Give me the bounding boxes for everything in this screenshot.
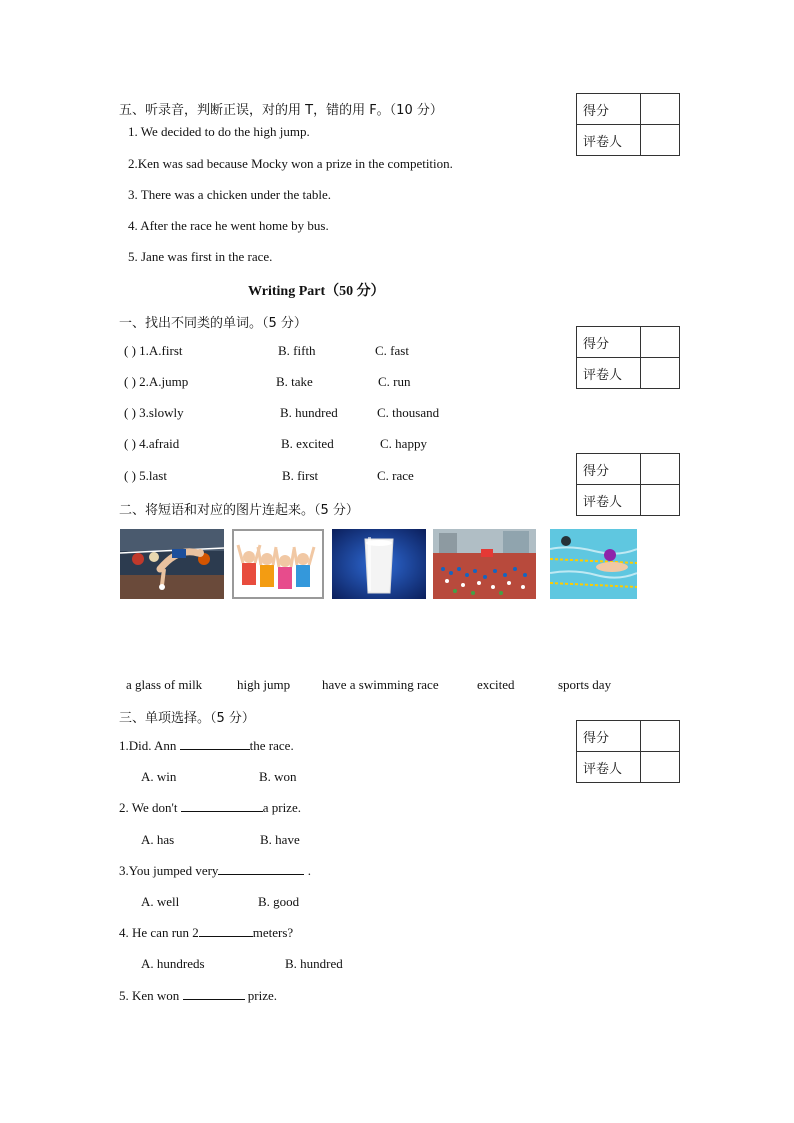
question-1-stem: 1.Did. Ann [119,738,180,753]
part2-heading: 二、将短语和对应的图片连起来。（5 分） [119,503,359,518]
phrase-excited: excited [477,677,515,692]
score-box-3 [576,453,680,516]
phrase-glass-of-milk: a glass of milk [126,677,203,692]
score-field[interactable] [641,327,680,358]
score-box-1 [576,93,680,156]
score-label: 得分 [577,94,641,125]
grader-label: 评卷人 [577,485,641,516]
section5-item-4: 4. After the race he went home by bus. [128,218,329,233]
phrase-high-jump: high jump [237,677,291,692]
q4-option-b: B. hundred [285,956,343,971]
answer-blank-2[interactable] [181,800,263,812]
q1-option-b: B. won [259,769,297,784]
part1-row1-a: ( ) 1.A.first [124,343,183,358]
q4-option-a: A. hundreds [141,956,205,971]
part1-row4-b: B. excited [281,436,334,451]
question-1 [119,738,294,754]
grader-label: 评卷人 [577,125,641,156]
q1-option-a: A. win [141,769,177,784]
question-2 [119,800,301,816]
phrase-swimming-race: have a swimming race [322,677,439,692]
part1-row5-a: ( ) 5.last [124,468,167,483]
score-label: 得分 [577,721,641,752]
part1-row3-a: ( ) 3.slowly [124,405,184,420]
grader-field[interactable] [641,358,680,389]
score-label: 得分 [577,327,641,358]
part1-row3-c: C. thousand [377,405,440,420]
part1-heading: 一、找出不同类的单词。（5 分） [119,316,307,331]
question-2-stem: 2. We don't [119,800,181,815]
grader-field[interactable] [641,125,680,156]
question-5 [119,988,277,1004]
part1-row1-b: B. fifth [278,343,316,358]
part1-row4-a: ( ) 4.afraid [124,436,180,451]
section5-item-2: 2.Ken was sad because Mocky won a prize in the competition. [128,156,453,171]
answer-blank-4[interactable] [199,925,253,937]
section5-item-1: 1. We decided to do the high jump. [128,124,310,139]
grader-field[interactable] [641,485,680,516]
q3-option-b: B. good [258,894,300,909]
phrase-sports-day: sports day [558,677,612,692]
score-box-4 [576,720,680,783]
swimming-race-photo [550,529,637,599]
part1-row3-b: B. hundred [280,405,338,420]
question-3-tail: . [304,863,311,878]
grader-field[interactable] [641,752,680,783]
glass-of-milk-photo [332,529,426,599]
question-4-tail: meters? [252,925,294,940]
score-field[interactable] [641,94,680,125]
score-box-2 [576,326,680,389]
part1-row5-c: C. race [377,468,414,483]
answer-blank-1[interactable] [180,738,250,750]
section5-item-5: 5. Jane was first in the race. [128,249,273,264]
question-2-tail: a prize. [262,800,301,815]
score-field[interactable] [641,454,680,485]
question-3 [119,863,311,879]
part3-heading: 三、单项选择。（5 分） [119,711,255,726]
question-5-tail: prize. [244,988,278,1003]
part1-row2-b: B. take [276,374,313,389]
score-label: 得分 [577,454,641,485]
part1-row2-a: ( ) 2.A.jump [124,374,189,389]
q2-option-b: B. have [260,832,300,847]
grader-label: 评卷人 [577,752,641,783]
q2-option-a: A. has [141,832,175,847]
question-1-tail: the race. [249,738,294,753]
question-3-stem: 3.You jumped very [119,863,219,878]
part1-row1-c: C. fast [375,343,409,358]
answer-blank-3[interactable] [218,863,304,875]
part1-row2-c: C. run [378,374,411,389]
excited-kids-photo [232,529,324,599]
answer-blank-5[interactable] [183,988,245,1000]
section5-heading: 五、听录音，判断正误，对的用 T，错的用 F。（10 分） [119,103,443,118]
section5-item-3: 3. There was a chicken under the table. [128,187,331,202]
question-4-stem: 4. He can run 2 [119,925,199,940]
writing-part-title: Writing Part（50 分） [248,284,385,299]
high-jump-photo [120,529,224,599]
question-5-stem: 5. Ken won [119,988,183,1003]
part1-row5-b: B. first [282,468,319,483]
score-field[interactable] [641,721,680,752]
part1-row4-c: C. happy [380,436,427,451]
sports-day-photo [433,529,536,599]
q3-option-a: A. well [141,894,180,909]
question-4 [119,925,293,941]
grader-label: 评卷人 [577,358,641,389]
